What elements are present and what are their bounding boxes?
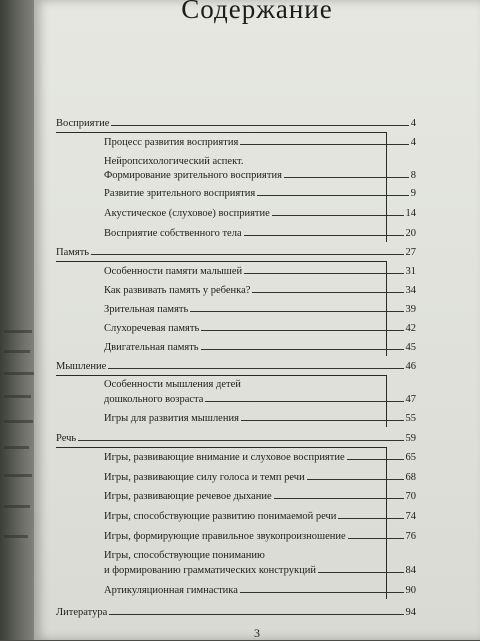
facing-page-text-line [4,446,29,449]
leader-dots [205,401,403,402]
toc-item-title-line2: дошкольного возраста [104,394,204,405]
toc-item-title: Игры для развития мышления [104,413,239,424]
leader-dots [252,292,403,293]
toc-item-title: Нейропсихологический аспект. [104,156,244,167]
section-rule-vertical [386,447,387,599]
toc-item[interactable] [104,530,416,543]
toc-item-title: Артикуляционная гимнастика [104,585,238,596]
toc-page-number: 27 [405,247,416,258]
toc-page-number: 42 [405,323,416,334]
section-rule-vertical [386,375,387,427]
leader-dots [338,518,403,519]
leader-dots [347,459,404,460]
toc-item[interactable] [104,227,416,240]
toc-item[interactable] [104,564,416,577]
toc-page-number: 34 [405,285,416,296]
leader-dots [78,440,403,441]
toc-section[interactable] [56,360,416,373]
toc-page-number: 39 [405,304,416,315]
toc-section[interactable] [56,606,416,619]
toc-item-title: Особенности памяти малышей [104,266,243,277]
toc-item-title: Игры, развивающие силу голоса и темп речи [104,472,305,483]
toc-item[interactable] [104,303,416,316]
toc-page-number: 84 [405,565,416,576]
toc-page-number: 9 [410,188,416,199]
leader-dots [348,538,404,539]
facing-page-text-line [4,330,32,333]
toc-item-title: Игры, формирующие правильное звукопроизношение [104,531,346,542]
toc-item[interactable] [104,341,416,354]
leader-dots [190,311,403,312]
toc-page-number: 31 [405,266,416,277]
toc-item-title: Как развивать память у ребенка? [104,285,251,296]
toc-section-title: Литература [56,607,108,618]
toc-item-title: Слухоречевая память [104,323,200,334]
toc-item-title: Игры, способствующие развитию понимаемой речи [104,511,337,522]
toc-section[interactable] [56,117,416,130]
facing-page-text-line [4,395,31,398]
toc-item-line1[interactable] [104,549,416,562]
leader-dots [111,125,408,126]
leader-dots [108,368,403,369]
toc-page-number: 4 [410,137,416,148]
toc-page-number: 4 [410,118,416,129]
leader-dots [201,349,404,350]
page-number: 3 [254,626,260,640]
section-rule [56,375,386,376]
leader-dots [274,498,404,499]
leader-dots [91,254,403,255]
toc-item[interactable] [104,284,416,297]
toc-page-number: 90 [405,585,416,596]
facing-page-text-line [4,535,28,538]
toc-item[interactable] [104,490,416,503]
toc-item[interactable] [104,136,416,149]
page-title: Содержание [181,0,333,24]
toc-item[interactable] [104,169,416,182]
toc-page-number: 47 [405,394,416,405]
toc-page-number: 68 [405,472,416,483]
section-rule-vertical [386,132,387,242]
section-rule-vertical [386,261,387,356]
toc-page-number: 59 [405,433,416,444]
toc-item-title: Развитие зрительного восприятия [104,188,256,199]
section-rule [56,261,386,262]
toc-item-line1[interactable] [104,155,416,168]
section-rule [56,132,386,133]
toc-page-number: 70 [405,491,416,502]
toc-item-title-line2: Формирование зрительного восприятия [104,170,282,181]
toc-item-title: Игры, развивающие речевое дыхание [104,491,272,502]
toc-page-number: 14 [405,208,416,219]
book-page [34,0,480,640]
leader-dots [109,614,403,615]
toc-page-number: 94 [405,607,416,618]
section-rule [56,447,386,448]
toc-item[interactable] [104,412,416,425]
toc-page-number: 55 [405,413,416,424]
toc-item-title: Акустическое (слуховое) восприятие [104,208,270,219]
toc-item[interactable] [104,393,416,406]
toc-item-title: Двигательная память [104,342,199,353]
leader-dots [241,420,404,421]
toc-item-title: Зрительная память [104,304,189,315]
leader-dots [272,215,404,216]
toc-page-number: 8 [410,170,416,181]
toc-page-number: 46 [405,361,416,372]
toc-page-number: 76 [405,531,416,542]
toc-section-title: Память [56,247,90,258]
toc-section-title: Речь [56,433,77,444]
toc-section[interactable] [56,432,416,445]
toc-section-title: Восприятие [56,118,110,129]
leader-dots [244,273,403,274]
toc-item[interactable] [104,187,416,200]
toc-item[interactable] [104,265,416,278]
leader-dots [244,235,404,236]
facing-page-text-line [4,350,30,353]
facing-page-text-line [4,420,33,423]
leader-dots [240,144,408,145]
toc-item[interactable] [104,451,416,464]
facing-page-text-line [4,505,30,508]
toc-item[interactable] [104,322,416,335]
toc-section-title: Мышление [56,361,107,372]
toc-item[interactable] [104,510,416,523]
toc-page-number: 20 [405,228,416,239]
leader-dots [201,330,403,331]
leader-dots [318,572,404,573]
toc-section[interactable] [56,246,416,259]
toc-item-title: Игры, развивающие внимание и слуховое восприятие [104,452,345,463]
toc-item-title: Процесс развития восприятия [104,137,239,148]
toc-item[interactable] [104,584,416,597]
leader-dots [307,479,404,480]
toc-item-line1[interactable] [104,378,416,391]
toc-item-title: Восприятие собственного тела [104,228,242,239]
facing-page-text-line [4,474,32,477]
table-of-contents [34,0,480,640]
leader-dots [284,177,409,178]
toc-item-title-line2: и формированию грамматических конструкций [104,565,316,576]
toc-page-number: 74 [405,511,416,522]
toc-item-title: Игры, способствующие пониманию [104,550,265,561]
toc-page-number: 65 [405,452,416,463]
facing-page-text-line [4,372,34,375]
toc-item[interactable] [104,207,416,220]
toc-item-title: Особенности мышления детей [104,379,241,390]
leader-dots [240,592,404,593]
toc-page-number: 45 [405,342,416,353]
toc-item[interactable] [104,471,416,484]
